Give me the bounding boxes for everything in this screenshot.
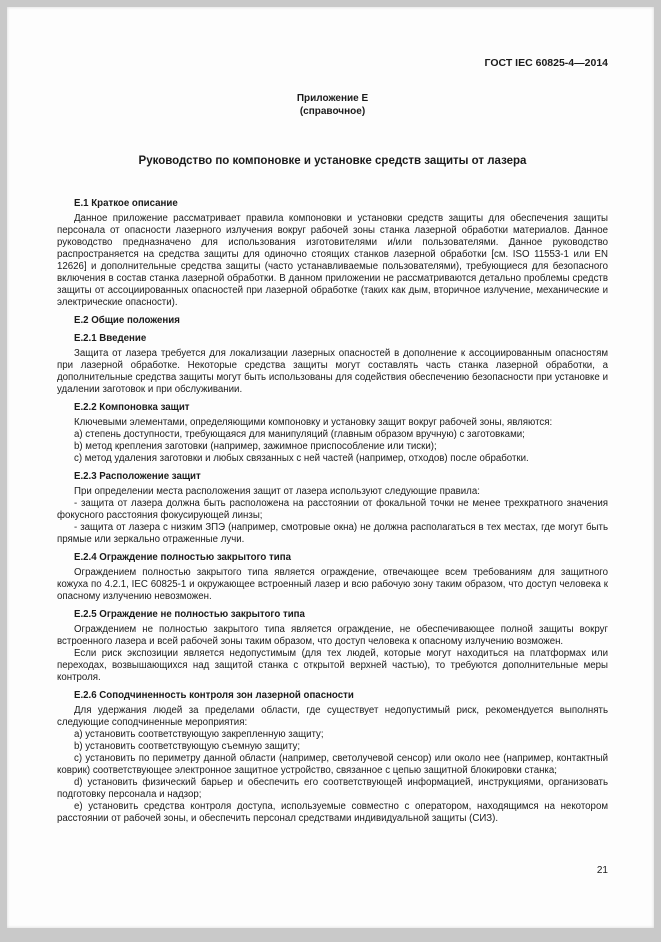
paragraph: a) установить соответствующую закрепленную защиту; <box>74 729 324 740</box>
annex-heading <box>57 93 608 118</box>
paragraph: c) метод удаления заготовки и любых связанных с ней частей (например, отходов) после обработки. <box>74 453 529 464</box>
paragraph: - защита от лазера с низким ЗПЭ (например, смотровые окна) не должна располагаться в тех местах, где могут быть прямые или зеркально отраженные лучи. <box>57 522 608 545</box>
paragraph: c) установить по периметру данной области (например, светолучевой сенсор) или около нее (например, контактный коврик) соответствующее электронное защитное устройство, связанное с цепью защитной блокировки станка; <box>57 753 608 776</box>
annex-type-label: (справочное) <box>299 105 366 117</box>
annex-label: Приложение Е <box>296 93 369 104</box>
paragraph: Ключевыми элементами, определяющими компоновку и установку защит вокруг рабочей зоны, являются: <box>74 417 553 428</box>
section-heading: Е.1 Краткое описание <box>74 198 178 209</box>
standard-number: ГОСТ IEC 60825-4—2014 <box>484 57 608 69</box>
section-heading: Е.2.6 Соподчиненность контроля зон лазерной опасности <box>74 690 354 701</box>
paragraph: Данное приложение рассматривает правила компоновки и установки средств защиты для обеспечения защиты персонала от опасности лазерного излучения вокруг рабочей зоны станка лазерной обработки материалов. Данное руководство предназначено для использования изготовителями и/или пользователями. Данное руководство распространяется на средства защиты для одиночно стоящих станков лазерной обработки [см. ISO 11553-1 или EN 12626] и дополнительные средства защиты (часто устанавливаемые пользователями), требующиеся для безопасного включения в состав станка лазерной обработки. В данном приложении не рассматриваются детально проблемы средств защиты от ассоциированных опасностей при лазерной обработке (таких как дым, вторичное излучение, механические и электрические опасности). <box>57 213 608 308</box>
paragraph: - защита от лазера должна быть расположена на расстоянии от фокальной точки не менее трехкратного значения фокусного расстояния фокусирующей линзы; <box>57 498 608 521</box>
paragraph: Защита от лазера требуется для локализации лазерных опасностей в дополнение к ассоциированным опасностям при лазерной обработке. Некоторые средства защиты могут составлять часть станка лазерной обработки, а дополнительные средства защиты могут быть использованы для содействия обеспечению безопасности при установке и удалении заготовок и при обслуживании. <box>57 348 608 395</box>
paragraph: e) установить средства контроля доступа, используемые совместно с оператором, находящимся на некотором расстоянии от рабочей зоны, и обеспечить персонал средствами индивидуальной защиты (СИЗ). <box>57 801 608 824</box>
paragraph: a) степень доступности, требующаяся для манипуляций (главным образом вручную) с заготовками; <box>74 429 525 440</box>
paragraph: Если риск экспозиции является недопустимым (для тех людей, которые могут находиться на платформах или переходах, возвышающихся над защитой станка с открытой верхней частью), то требуются дополнительные меры контроля. <box>57 648 608 683</box>
document-body <box>57 198 608 825</box>
paragraph: b) метод крепления заготовки (например, зажимное приспособление или тиски); <box>74 441 437 452</box>
section-heading: Е.2.4 Ограждение полностью закрытого типа <box>74 552 291 563</box>
section-heading: Е.2 Общие положения <box>74 315 180 326</box>
paragraph: d) установить физический барьер и обеспечить его соответствующей информацией, инструкциями, организовать подготовку персонала и надзор; <box>57 777 608 800</box>
page-number: 21 <box>596 865 608 876</box>
paragraph: b) установить соответствующую съемную защиту; <box>74 741 301 752</box>
section-heading: Е.2.1 Введение <box>74 333 147 344</box>
section-heading: Е.2.5 Ограждение не полностью закрытого типа <box>74 609 305 620</box>
section-heading: Е.2.3 Расположение защит <box>74 471 201 482</box>
running-header <box>57 57 608 69</box>
paragraph: Для удержания людей за пределами области, где существует недопустимый риск, рекомендуется выполнять следующие соподчиненные мероприятия: <box>57 705 608 728</box>
paragraph: При определении места расположения защит от лазера используют следующие правила: <box>74 486 480 497</box>
paragraph: Ограждением полностью закрытого типа является ограждение, отвечающее всем требованиям для защитного кожуха по 4.2.1, IEC 60825-1 и окружающее встроенный лазер и всю рабочую зону таким образом, что доступ человека к опасному излучению невозможен. <box>57 567 608 602</box>
section-heading: Е.2.2 Компоновка защит <box>74 402 190 413</box>
document-title: Руководство по компоновке и установке средств защиты от лазера <box>138 155 527 167</box>
paragraph: Ограждением не полностью закрытого типа является ограждение, не обеспечивающее полной защиты вокруг встроенного лазера и всей рабочей зоны таким образом, что доступ человека к опасному излучению возможен. <box>57 624 608 647</box>
document-page <box>7 7 654 928</box>
